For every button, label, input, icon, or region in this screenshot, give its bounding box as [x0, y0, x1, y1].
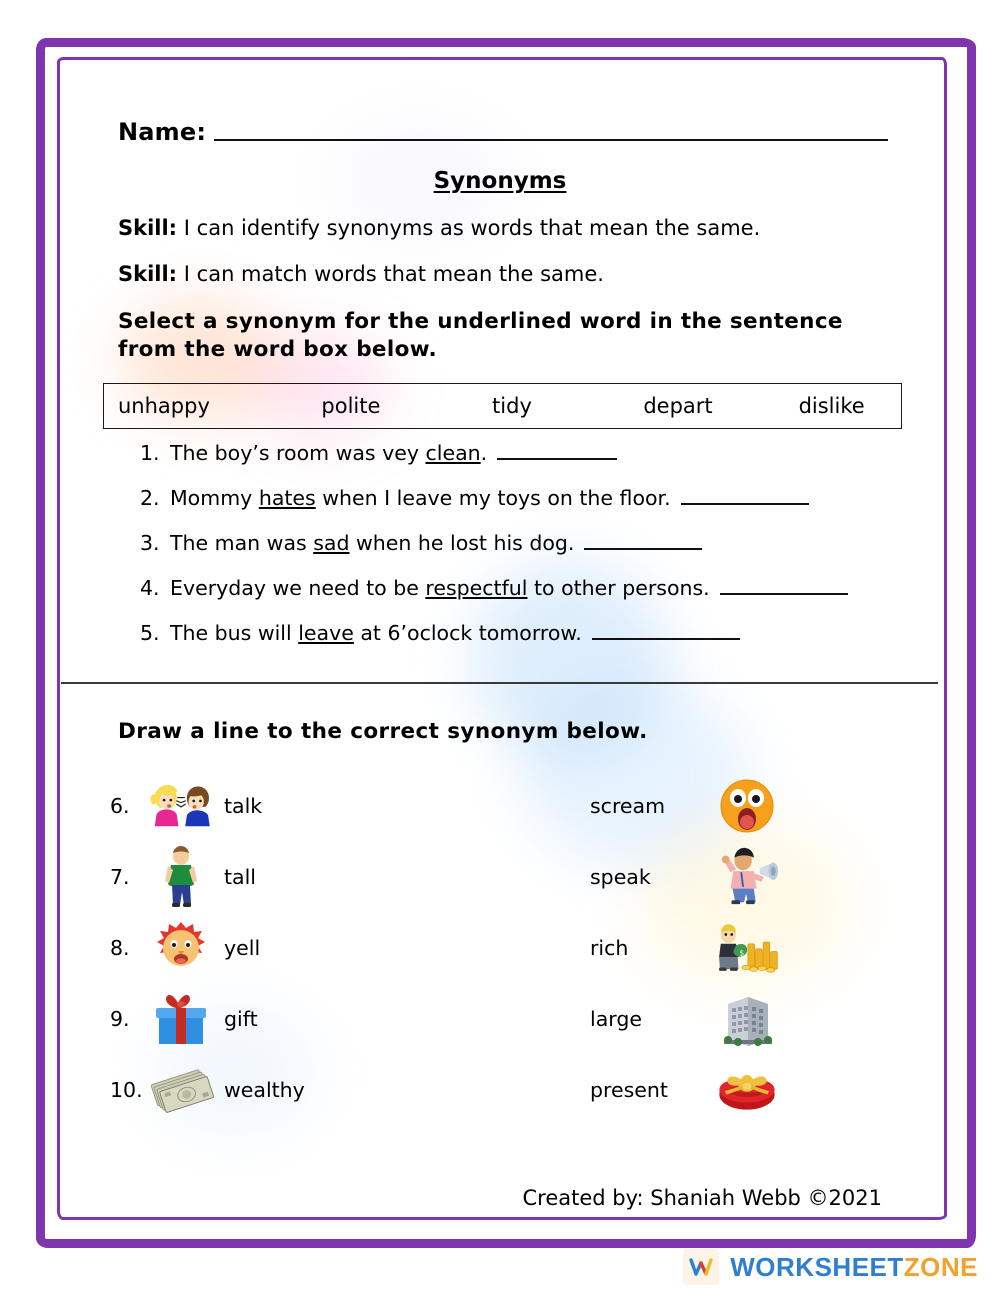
question-number: 3. [140, 531, 160, 555]
matching-number: 8. [110, 935, 130, 960]
page-title: Synonyms [433, 168, 567, 194]
matching-left-item[interactable] [110, 770, 262, 841]
matching-number: 7. [110, 864, 130, 889]
answer-blank[interactable] [584, 533, 702, 550]
matching-left-item[interactable] [110, 841, 256, 912]
section-1-directions: Select a synonym for the underlined word in the sentence from the word box below. [118, 309, 843, 363]
matching-right-item[interactable] [590, 1054, 780, 1125]
matching-right-item[interactable] [590, 770, 780, 841]
word-bank-item[interactable]: unhappy [118, 394, 210, 418]
matching-row [110, 1054, 900, 1125]
matching-row [110, 983, 900, 1054]
question-text-before: The boy’s room was vey [170, 441, 426, 465]
question-number: 1. [140, 441, 160, 465]
matching-number: 6. [110, 793, 130, 818]
man-with-megaphone-icon [714, 848, 780, 906]
matching-row [110, 841, 900, 912]
matching-right-word: large [590, 1006, 642, 1031]
question-text-before: The bus will [170, 621, 299, 645]
logo-text-worksheet: WORKSHEET [730, 1251, 904, 1282]
question-row [140, 621, 900, 645]
logo-text-zone: ZONE [903, 1251, 978, 1282]
question-underlined-word: clean [425, 441, 481, 465]
matching-left-word: wealthy [224, 1077, 305, 1102]
skill-statement-2 [118, 262, 604, 286]
matching-left-item[interactable] [110, 983, 258, 1054]
matching-left-word: yell [224, 935, 261, 960]
matching-left-word: tall [224, 864, 256, 889]
question-text-after: to other persons. [527, 576, 710, 600]
matching-right-word: rich [590, 935, 629, 960]
stack-of-money-icon [148, 1061, 214, 1119]
question-underlined-word: leave [298, 621, 354, 645]
matching-right-item[interactable] [590, 912, 780, 983]
matching-right-word: present [590, 1077, 668, 1102]
question-text-after: when he lost his dog. [349, 531, 575, 555]
answer-blank[interactable] [592, 623, 740, 640]
question-text [170, 441, 487, 465]
section-divider [61, 682, 938, 684]
question-text-after: at 6’oclock tomorrow. [353, 621, 582, 645]
skill-text: I can identify synonyms as words that mean the same. [183, 216, 761, 240]
matching-number: 10. [110, 1077, 143, 1102]
word-bank-item[interactable]: polite [321, 394, 381, 418]
word-bank-box [103, 383, 902, 429]
blue-present-box-icon [148, 990, 214, 1048]
question-underlined-word: sad [313, 531, 350, 555]
answer-blank[interactable] [681, 488, 809, 505]
person-with-gold-coins-icon [714, 919, 780, 977]
question-text-before: The man was [170, 531, 314, 555]
question-row [140, 486, 900, 510]
matching-row [110, 770, 900, 841]
worksheetzone-w-icon [683, 1249, 719, 1285]
section-2-directions: Draw a line to the correct synonym below. [118, 719, 648, 744]
shocked-face-icon [714, 777, 780, 835]
skill-text: I can match words that mean the same. [183, 262, 604, 286]
question-text-after: . [480, 441, 488, 465]
question-text-before: Mommy [170, 486, 259, 510]
question-text-before: Everyday we need to be [170, 576, 426, 600]
matching-left-item[interactable] [110, 1054, 305, 1125]
word-bank-item[interactable]: tidy [492, 394, 532, 418]
matching-right-word: scream [590, 793, 666, 818]
question-underlined-word: hates [258, 486, 316, 510]
question-row [140, 531, 900, 555]
word-bank-item[interactable]: dislike [798, 394, 865, 418]
matching-right-word: speak [590, 864, 651, 889]
question-row [140, 441, 900, 465]
shouting-face-icon [148, 919, 214, 977]
standing-man-icon [148, 848, 214, 906]
question-text [170, 576, 710, 600]
skill-statement-1 [118, 216, 760, 240]
name-write-line[interactable] [214, 139, 888, 141]
question-text [170, 621, 582, 645]
answer-blank[interactable] [720, 578, 848, 595]
name-field-row [118, 118, 888, 146]
skill-label: Skill: [118, 262, 178, 286]
name-label: Name: [118, 118, 207, 146]
question-number: 2. [140, 486, 160, 510]
red-heart-gift-box-icon [714, 1061, 780, 1119]
worksheetzone-footer [0, 1243, 1000, 1291]
matching-right-item[interactable] [590, 983, 780, 1054]
matching-number: 9. [110, 1006, 130, 1031]
matching-left-item[interactable] [110, 912, 260, 983]
question-row [140, 576, 900, 600]
question-text [170, 486, 671, 510]
question-number: 5. [140, 621, 160, 645]
matching-exercise [110, 770, 900, 1125]
matching-left-word: talk [224, 793, 263, 818]
question-text-after: when I leave my toys on the floor. [315, 486, 671, 510]
answer-blank[interactable] [497, 443, 617, 460]
svg-text:$: $ [739, 948, 745, 958]
two-children-talking-icon [148, 777, 214, 835]
author-credit: Created by: Shaniah Webb ©2021 [522, 1186, 882, 1210]
matching-right-item[interactable] [590, 841, 780, 912]
word-bank-item[interactable]: depart [643, 394, 713, 418]
tall-building-icon [714, 990, 780, 1048]
matching-left-word: gift [224, 1006, 258, 1031]
question-text [170, 531, 574, 555]
question-number: 4. [140, 576, 160, 600]
skill-label: Skill: [118, 216, 178, 240]
question-underlined-word: respectful [425, 576, 528, 600]
matching-row [110, 912, 900, 983]
worksheetzone-wordmark [730, 1252, 978, 1283]
fill-in-question-list [140, 441, 900, 666]
